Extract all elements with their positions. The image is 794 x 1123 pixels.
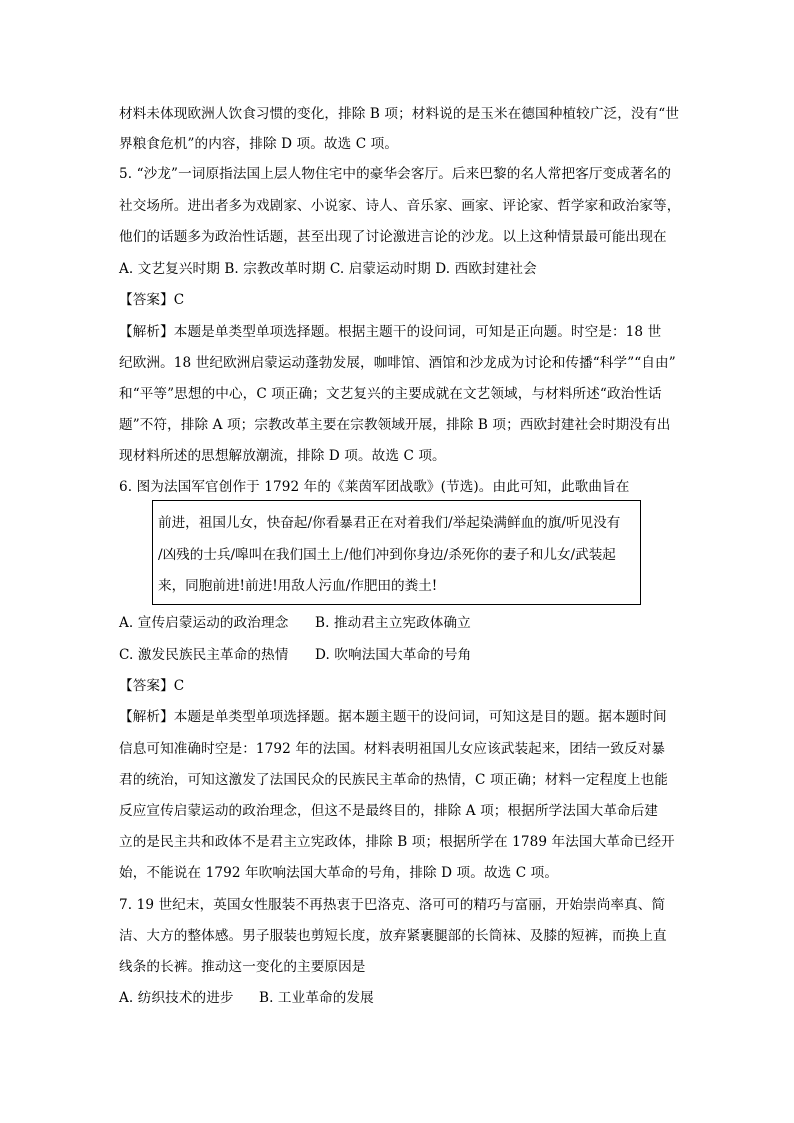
song-line: 来，同胞前进!前进!用敌人污血/作肥田的粪土!: [158, 578, 438, 594]
option-d: D. 吹响法国大革命的号角: [315, 647, 472, 663]
text-line: 反应宣传启蒙运动的政治理念，但这不是最终目的，排除 A 项；根据所学法国大革命后建: [119, 803, 659, 819]
text-line: 立的是民主共和政体不是君主立宪政体，排除 B 项；根据所学在 1789 年法国大革命已经开: [119, 834, 675, 850]
question-6-options-row-1: [119, 614, 471, 632]
text-line: 社交场所。进出者多为戏剧家、小说家、诗人、音乐家、画家、评论家、哲学家和政治家等，: [119, 198, 681, 214]
question-7-options-row-1: [119, 989, 374, 1007]
option-a: A. 纺织技术的进步: [119, 990, 234, 1006]
analysis-text: 【解析】本题是单类型单项选择题。根据主题干的设问词，可知是正向题。时空是：18 世: [119, 324, 662, 340]
option-b: B. 工业革命的发展: [259, 990, 374, 1006]
question-7-stem: 7. 19 世纪末，英国女性服装不再热衷于巴洛克、洛可可的精巧与富丽，开始崇尚率真、简: [119, 897, 666, 913]
text-line: 始，不能说在 1792 年吹响法国大革命的号角，排除 D 项。故选 C 项。: [119, 865, 559, 881]
text-line: 纪欧洲。18 世纪欧洲启蒙运动蓬勃发展，咖啡馆、酒馆和沙龙成为讨论和传播“科学”“自由”: [119, 355, 676, 371]
text-line: 他们的话题多为政治性话题，甚至出现了讨论激进言论的沙龙。以上这种情景最可能出现在: [119, 229, 667, 245]
text-line: 现材料所述的思想解放潮流，排除 D 项。故选 C 项。: [119, 448, 446, 464]
text-line: 和“平等”思想的中心，C 项正确；文艺复兴的主要成就在文艺领域，与材料所述“政治性话: [119, 386, 662, 402]
question-6-stem: 6. 图为法国军官创作于 1792 年的《莱茵军团战歌》(节选)。由此可知，此歌曲旨在: [119, 479, 630, 495]
option-c: C. 激发民族民主革命的热情: [119, 647, 289, 663]
analysis-text: 【解析】本题是单类型单项选择题。据本题主题干的设问词，可知这是目的题。据本题时间: [119, 709, 667, 725]
text-line: 君的统治，可知这激发了法国民众的民族民主革命的热情，C 项正确；材料一定程度上也能: [119, 772, 668, 788]
text-line: 线条的长裤。推动这一变化的主要原因是: [119, 959, 366, 975]
question-6-options-row-2: [119, 646, 471, 664]
answer-label: 【答案】C: [119, 678, 185, 694]
text-line: 材料未体现欧洲人饮食习惯的变化，排除 B 项；材料说的是玉米在德国种植较广泛，没有“世: [119, 106, 680, 122]
text-line: 洁、大方的整体感。男子服装也剪短长度，放弃紧裹腿部的长筒袜、及膝的短裤，而换上直: [119, 928, 667, 944]
song-line: /凶残的士兵/嗥叫在我们国土上/他们冲到你身边/杀死你的妻子和儿女/武装起: [158, 547, 616, 563]
text-line: 信息可知准确时空是：1792 年的法国。材料表明祖国儿女应该武装起来，团结一致反对暴: [119, 741, 666, 757]
question-5-options: A. 文艺复兴时期 B. 宗教改革时期 C. 启蒙运动时期 D. 西欧封建社会: [119, 261, 537, 277]
question-5-stem: 5. “沙龙”一词原指法国上层人物住宅中的豪华会客厅。后来巴黎的名人常把客厅变成著名的: [119, 166, 672, 182]
option-b: B. 推动君主立宪政体确立: [315, 615, 471, 631]
text-line: 界粮食危机”的内容，排除 D 项。故选 C 项。: [119, 136, 399, 152]
option-a: A. 宣传启蒙运动的政治理念: [119, 615, 289, 631]
answer-label: 【答案】C: [119, 292, 185, 308]
text-line: 题”不符，排除 A 项；宗教改革主要在宗教领域开展，排除 B 项；西欧封建社会时期没有出: [119, 417, 671, 433]
song-line: 前进，祖国儿女，快奋起/你看暴君正在对着我们/举起染满鲜血的旗/听见没有: [158, 515, 621, 531]
